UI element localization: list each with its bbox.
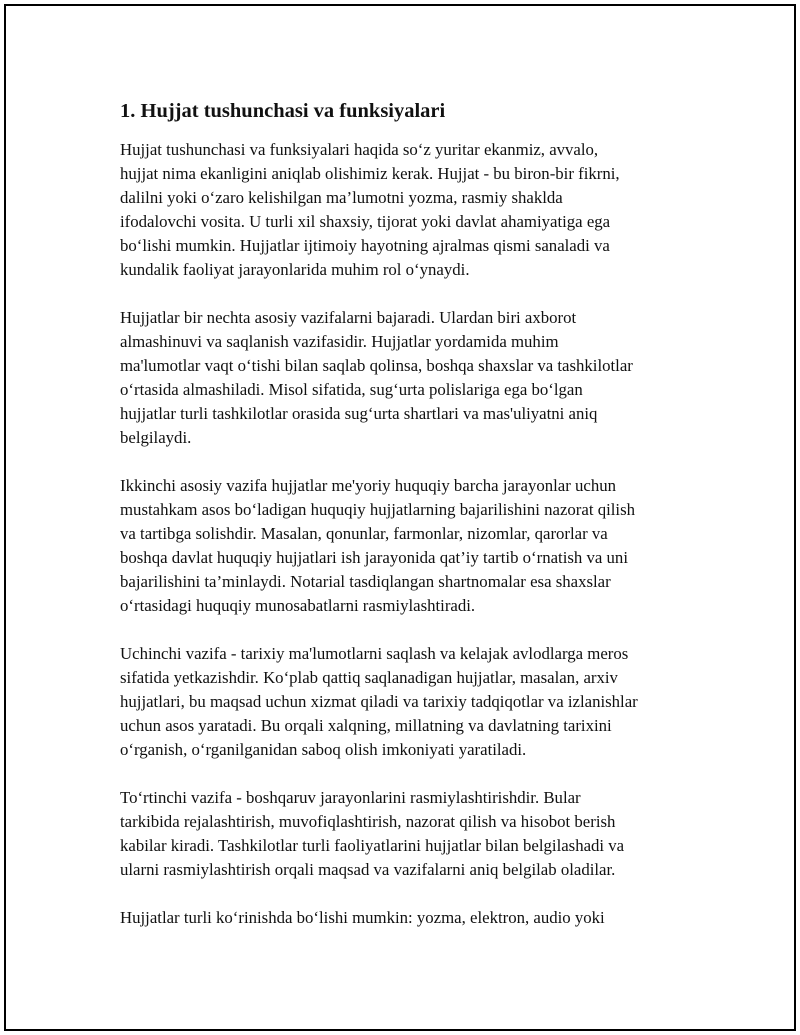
text-line: va tartibga solishdir. Masalan, qonunlar, farmonlar, nizomlar, qarorlar va: [120, 524, 608, 543]
text-line: almashinuvi va saqlanish vazifasidir. Hujjatlar yordamida muhim: [120, 332, 559, 351]
text-line: kabilar kiradi. Tashkilotlar turli faoliyatlarini hujjatlar bilan belgilashadi va: [120, 836, 625, 855]
text-line: hujjat nima ekanligini aniqlab olishimiz kerak. Hujjat - bu biron-bir fikrni,: [120, 164, 620, 183]
text-line: o‘rtasida almashiladi. Misol sifatida, sug‘urta polislariga ega bo‘lgan: [120, 380, 583, 399]
text-line: kundalik faoliyat jarayonlarida muhim rol o‘ynaydi.: [120, 260, 470, 279]
text-line: Hujjatlar turli ko‘rinishda bo‘lishi mumkin: yozma, elektron, audio yoki: [120, 908, 605, 927]
text-line: bo‘lishi mumkin. Hujjatlar ijtimoiy hayotning ajralmas qismi sanaladi va: [120, 236, 610, 255]
text-line: bajarilishini ta’minlaydi. Notarial tasdiqlangan shartnomalar esa shaxslar: [120, 572, 611, 591]
text-line: ma'lumotlar vaqt o‘tishi bilan saqlab qolinsa, boshqa shaxslar va tashkilotlar: [120, 356, 633, 375]
text-line: o‘rganish, o‘rganilganidan saboq olish imkoniyati yaratiladi.: [120, 740, 527, 759]
text-line: Uchinchi vazifa - tarixiy ma'lumotlarni saqlash va kelajak avlodlarga meros: [120, 644, 629, 663]
text-line: Ikkinchi asosiy vazifa hujjatlar me'yoriy huquqiy barcha jarayonlar uchun: [120, 476, 617, 495]
text-line: dalilni yoki o‘zaro kelishilgan ma’lumotni yozma, rasmiy shaklda: [120, 188, 563, 207]
text-line: Hujjat tushunchasi va funksiyalari haqida so‘z yuritar ekanmiz, avvalo,: [120, 140, 599, 159]
text-line: To‘rtinchi vazifa - boshqaruv jarayonlarini rasmiylashtirishdir. Bular: [120, 788, 581, 807]
document-body: [120, 98, 680, 954]
text-line: ularni rasmiylashtirish orqali maqsad va vazifalarni aniq belgilab oladilar.: [120, 860, 616, 879]
paragraph-1: [120, 138, 680, 282]
paragraph-6: [120, 906, 680, 930]
text-line: boshqa davlat huquqiy hujjatlari ish jarayonida qat’iy tartib o‘rnatish va uni: [120, 548, 628, 567]
document-page: [4, 4, 796, 1031]
text-line: sifatida yetkazishdir. Ko‘plab qattiq saqlanadigan hujjatlar, masalan, arxiv: [120, 668, 618, 687]
text-line: uchun asos yaratadi. Bu orqali xalqning, millatning va davlatning tarixini: [120, 716, 612, 735]
paragraph-3: [120, 474, 680, 618]
text-line: belgilaydi.: [120, 428, 192, 447]
section-heading: 1. Hujjat tushunchasi va funksiyalari: [120, 100, 446, 122]
paragraph-2: [120, 306, 680, 450]
text-line: hujjatlari, bu maqsad uchun xizmat qiladi va tarixiy tadqiqotlar va izlanishlar: [120, 692, 638, 711]
text-line: o‘rtasidagi huquqiy munosabatlarni rasmiylashtiradi.: [120, 596, 476, 615]
text-line: Hujjatlar bir nechta asosiy vazifalarni bajaradi. Ulardan biri axborot: [120, 308, 577, 327]
text-line: ifodalovchi vosita. U turli xil shaxsiy, tijorat yoki davlat ahamiyatiga ega: [120, 212, 611, 231]
paragraph-4: [120, 642, 680, 762]
text-line: hujjatlar turli tashkilotlar orasida sug‘urta shartlari va mas'uliyatni aniq: [120, 404, 598, 423]
text-line: mustahkam asos bo‘ladigan huquqiy hujjatlarning bajarilishini nazorat qilish: [120, 500, 635, 519]
paragraph-5: [120, 786, 680, 882]
text-line: tarkibida rejalashtirish, muvofiqlashtirish, nazorat qilish va hisobot berish: [120, 812, 616, 831]
